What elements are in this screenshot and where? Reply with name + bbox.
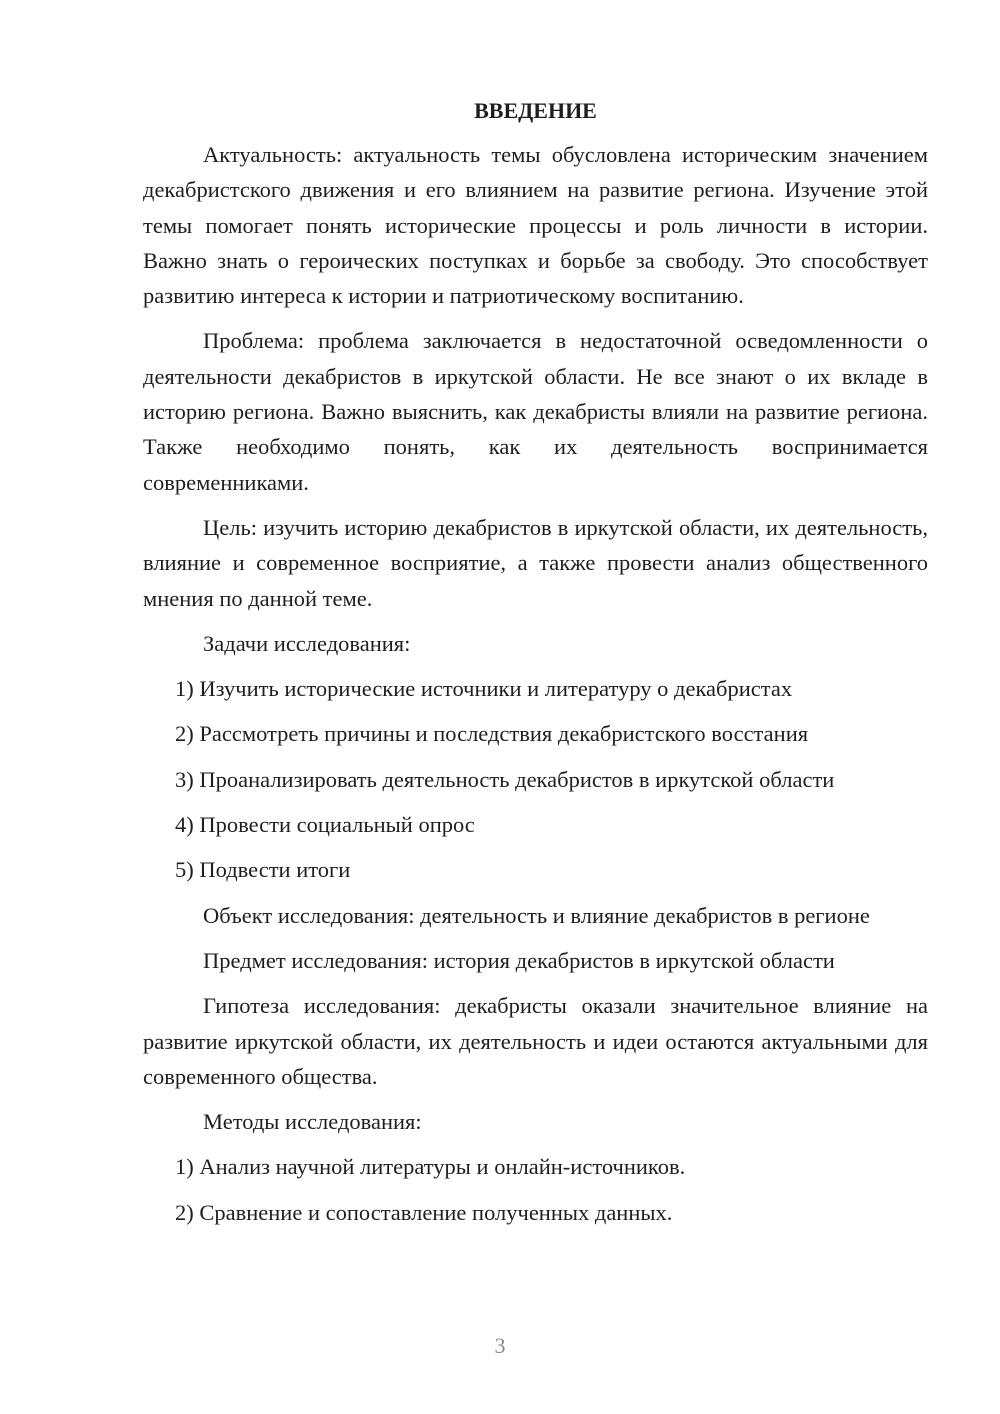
task-item: 3) Проанализировать деятельность декабристов в иркутской области [175,766,835,792]
problem-paragraph: Проблема: проблема заключается в недостаточной осведомленности о деятельности декабристов в иркутской области. Не все знают о их вкладе в историю региона. Важно выяснить, как декабристы влияли на развитие региона. Также необходимо понять, как их деятельность воспринимается современниками. [143,328,928,495]
method-item: 2) Сравнение и сопоставление полученных данных. [175,1199,673,1225]
hypothesis-paragraph: Гипотеза исследования: декабристы оказали значительное влияние на развитие иркутской области, их деятельность и идеи остаются актуальными для современного общества. [143,993,928,1089]
actuality-paragraph: Актуальность: актуальность темы обусловлена историческим значением декабристского движения и его влиянием на развитие региона. Изучение этой темы помогает понять исторические процессы и роль личности в истории. Важно знать о героических поступках и борьбе за свободу. Это способствует развитию интереса к истории и патриотическому воспитанию. [143,142,928,309]
task-item: 1) Изучить исторические источники и литературу о декабристах [175,676,793,702]
method-item: 1) Анализ научной литературы и онлайн-источников. [175,1154,686,1180]
methods-heading: Методы исследования: [203,1109,422,1135]
page-number: 3 [494,1333,506,1358]
tasks-list [143,671,928,887]
section-title: ВВЕДЕНИЕ [474,98,597,123]
methods-list [143,1149,928,1230]
task-item: 2) Рассмотреть причины и последствия декабристского восстания [175,721,809,747]
task-item: 4) Провести социальный опрос [175,812,475,838]
goal-paragraph: Цель: изучить историю декабристов в иркутской области, их деятельность, влияние и современное восприятие, а также провести анализ общественного мнения по данной теме. [143,514,928,611]
object-paragraph: Объект исследования: деятельность и влияние декабристов в регионе [203,902,870,928]
task-item: 5) Подвести итоги [175,857,351,883]
tasks-heading: Задачи исследования: [203,630,411,656]
subject-paragraph: Предмет исследования: история декабристов в иркутской области [203,947,835,973]
document-page [143,95,928,1240]
